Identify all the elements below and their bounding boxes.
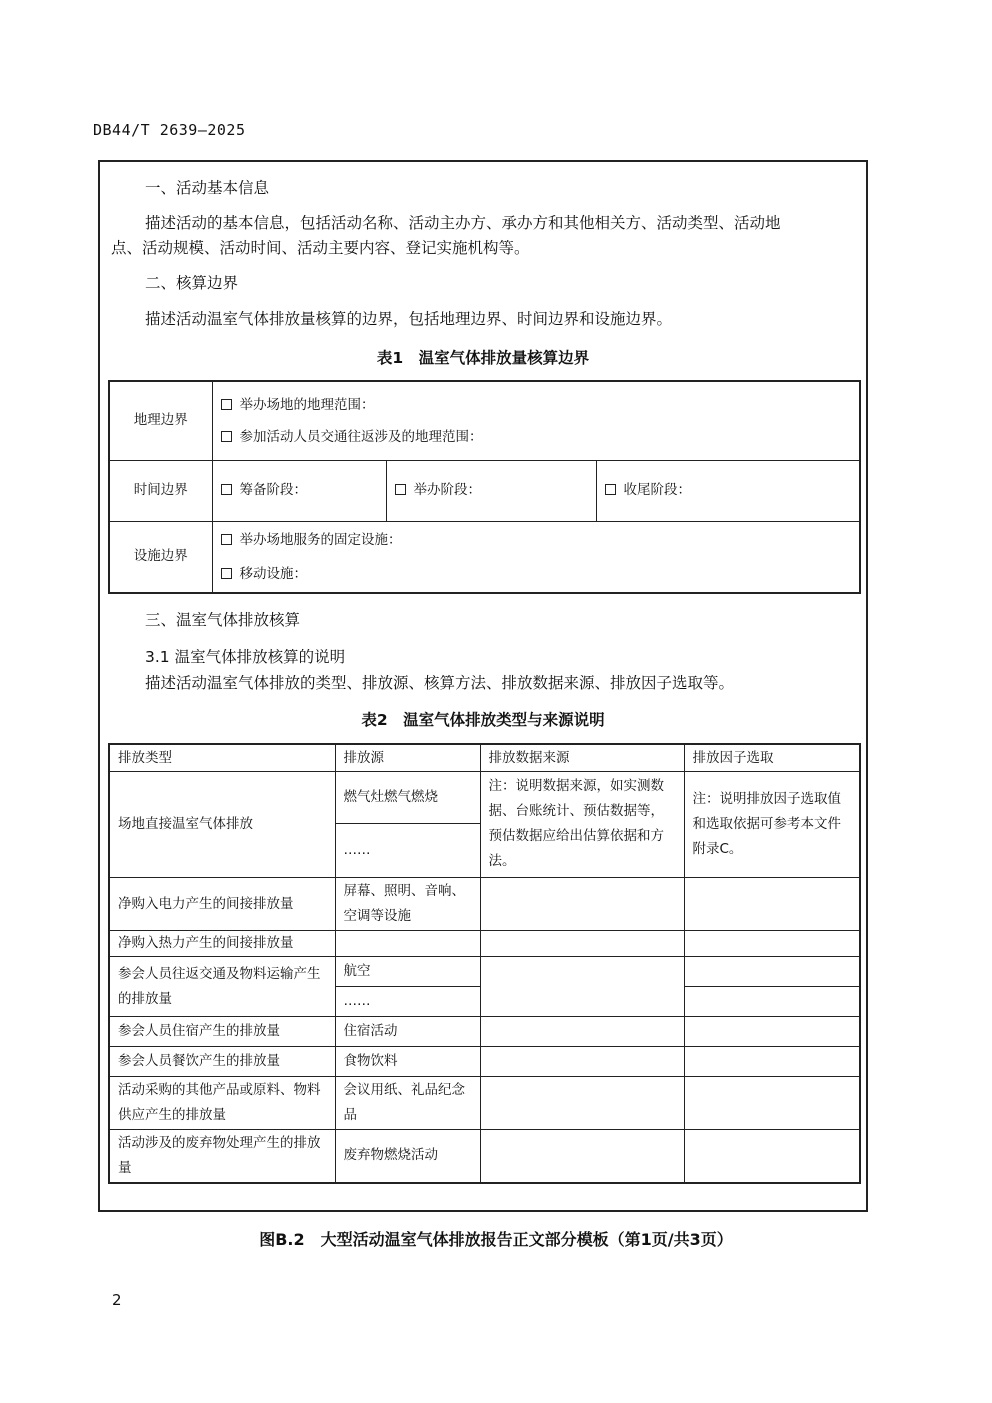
geo-item-travel: 参加活动人员交通往返涉及的地理范围： xyxy=(221,421,852,453)
emission-source-table xyxy=(108,743,861,1184)
checkbox[interactable] xyxy=(395,484,406,495)
r8-source: 废弃物燃烧活动 xyxy=(335,1130,480,1183)
time-boundary-label: 时间边界 xyxy=(109,460,212,521)
header-factor-selection: 排放因子选取 xyxy=(684,744,860,772)
checkbox[interactable] xyxy=(221,431,232,442)
r5-factor xyxy=(684,1017,860,1047)
r1-source-b: …… xyxy=(335,824,480,878)
r2-data xyxy=(480,878,684,931)
header-data-source: 排放数据来源 xyxy=(480,744,684,772)
checkbox[interactable] xyxy=(221,484,232,495)
r7-data xyxy=(480,1077,684,1130)
section3-heading: 三、温室气体排放核算 xyxy=(145,611,301,629)
header-emission-source: 排放源 xyxy=(335,744,480,772)
r8-factor xyxy=(684,1130,860,1183)
r7-factor xyxy=(684,1077,860,1130)
r5-type: 参会人员住宿产生的排放量 xyxy=(109,1017,335,1047)
r3-type: 净购入热力产生的间接排放量 xyxy=(109,931,335,957)
r1-type: 场地直接温室气体排放 xyxy=(109,772,335,878)
section1-para-line1: 描述活动的基本信息，包括活动名称、活动主办方、承办方和其他相关方、活动类型、活动地 xyxy=(145,214,781,232)
geo-item-venue: 举办场地的地理范围： xyxy=(221,389,852,421)
facility-item-fixed: 举办场地服务的固定设施： xyxy=(221,523,852,557)
r8-type: 活动涉及的废弃物处理产生的排放量 xyxy=(109,1130,335,1183)
time-item-close: 收尾阶段： xyxy=(596,460,860,521)
r6-factor xyxy=(684,1047,860,1077)
r2-type: 净购入电力产生的间接排放量 xyxy=(109,878,335,931)
r6-source: 食物饮料 xyxy=(335,1047,480,1077)
time-item-hold: 举办阶段： xyxy=(386,460,596,521)
r1-factor-note: 注：说明排放因子选取值和选取依据可参考本文件附录C。 xyxy=(684,772,860,878)
table2-caption: 表2 温室气体排放类型与来源说明 xyxy=(361,711,605,729)
header-emission-type: 排放类型 xyxy=(109,744,335,772)
checkbox[interactable] xyxy=(221,534,232,545)
checkbox[interactable] xyxy=(221,568,232,579)
r2-factor xyxy=(684,878,860,931)
table1-caption: 表1 温室气体排放量核算边界 xyxy=(376,349,590,367)
page-number: 2 xyxy=(112,1291,122,1309)
checkbox[interactable] xyxy=(605,484,616,495)
r6-type: 参会人员餐饮产生的排放量 xyxy=(109,1047,335,1077)
r4-data xyxy=(480,957,684,1017)
geo-boundary-label: 地理边界 xyxy=(109,381,212,460)
facility-boundary-label: 设施边界 xyxy=(109,521,212,593)
figure-caption: 图B.2 大型活动温室气体排放报告正文部分模板（第1页/共3页） xyxy=(259,1230,733,1249)
r3-data xyxy=(480,931,684,957)
r4-type: 参会人员往返交通及物料运输产生的排放量 xyxy=(109,957,335,1017)
r1-source-a: 燃气灶燃气燃烧 xyxy=(335,772,480,824)
time-item-prep: 筹备阶段： xyxy=(212,460,386,521)
r4-factor-b xyxy=(684,987,860,1017)
r8-data xyxy=(480,1130,684,1183)
document-code: DB44/T 2639—2025 xyxy=(93,121,246,139)
r5-data xyxy=(480,1017,684,1047)
r2-source: 屏幕、照明、音响、空调等设施 xyxy=(335,878,480,931)
r3-source xyxy=(335,931,480,957)
section3-para: 描述活动温室气体排放的类型、排放源、核算方法、排放数据来源、排放因子选取等。 xyxy=(145,674,735,692)
r6-data xyxy=(480,1047,684,1077)
r3-factor xyxy=(684,931,860,957)
facility-item-mobile: 移动设施： xyxy=(221,557,852,591)
r5-source: 住宿活动 xyxy=(335,1017,480,1047)
r4-source-b: …… xyxy=(335,987,480,1017)
checkbox[interactable] xyxy=(221,399,232,410)
section2-para: 描述活动温室气体排放量核算的边界，包括地理边界、时间边界和设施边界。 xyxy=(145,310,673,328)
section2-heading: 二、核算边界 xyxy=(145,274,239,292)
boundary-table xyxy=(108,380,861,594)
r7-type: 活动采购的其他产品或原料、物料供应产生的排放量 xyxy=(109,1077,335,1130)
section1-heading: 一、活动基本信息 xyxy=(145,179,270,197)
section1-para-line2: 点、活动规模、活动时间、活动主要内容、登记实施机构等。 xyxy=(111,239,530,257)
r4-factor-a xyxy=(684,957,860,987)
r4-source-a: 航空 xyxy=(335,957,480,987)
section3-subheading: 3.1 温室气体排放核算的说明 xyxy=(145,648,346,666)
r7-source: 会议用纸、礼品纪念品 xyxy=(335,1077,480,1130)
r1-data-note: 注：说明数据来源，如实测数据、台账统计、预估数据等，预估数据应给出估算依据和方法。 xyxy=(480,772,684,878)
